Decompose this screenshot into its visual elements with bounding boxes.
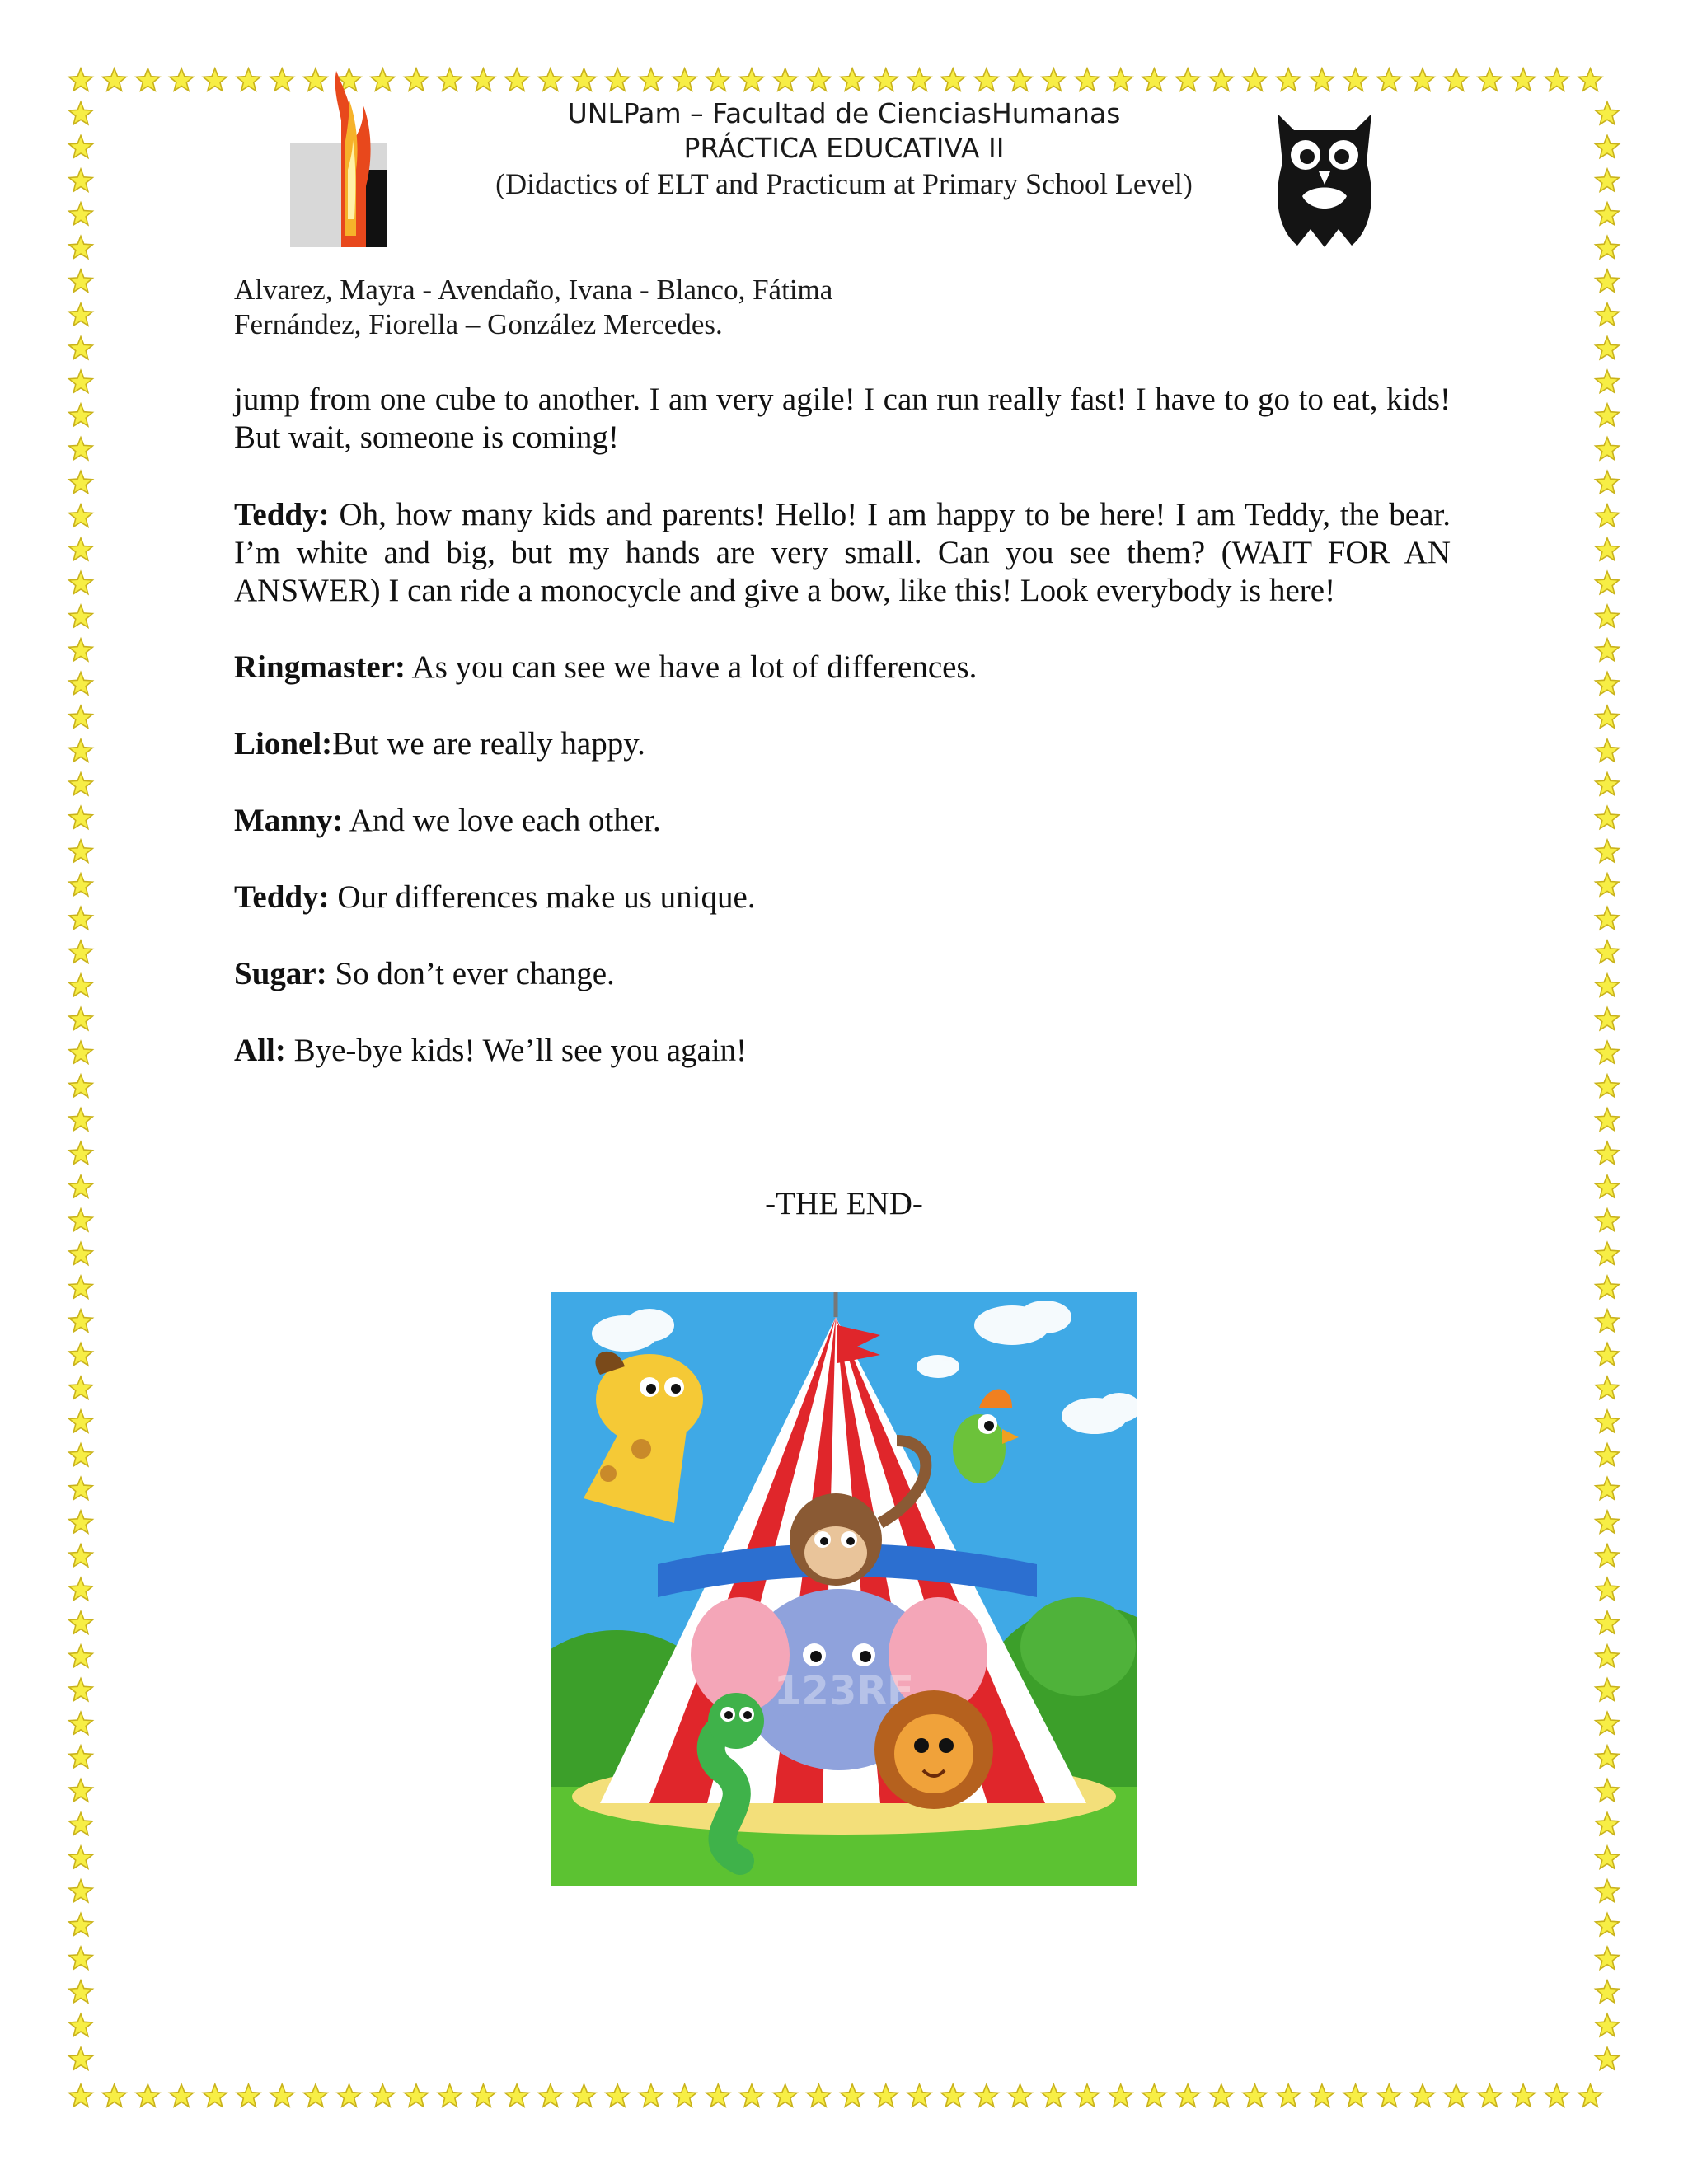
border-star <box>69 2014 93 2036</box>
border-star <box>1596 504 1620 527</box>
speaker-name: Sugar: <box>234 956 327 991</box>
border-star <box>1596 538 1620 560</box>
speaker-name: Ringmaster: <box>234 649 406 685</box>
border-star <box>69 1410 93 1432</box>
border-star <box>69 1645 93 1667</box>
border-star <box>69 1914 93 1936</box>
border-star <box>1596 806 1620 828</box>
border-star <box>69 773 93 795</box>
dialogue-text: And we love each other. <box>343 803 661 838</box>
border-star <box>69 1980 93 2003</box>
border-star <box>539 68 563 91</box>
dialogue-line-ringmaster <box>234 649 1451 687</box>
border-star <box>69 203 93 225</box>
border-star <box>270 2084 294 2107</box>
border-star <box>1596 203 1620 225</box>
border-star <box>69 874 93 896</box>
border-star <box>1596 874 1620 896</box>
border-star <box>1411 2084 1435 2107</box>
border-star <box>1243 68 1267 91</box>
border-star <box>69 806 93 828</box>
border-star <box>539 2084 563 2107</box>
border-star <box>874 2084 898 2107</box>
border-star <box>69 1041 93 1063</box>
border-star <box>841 68 865 91</box>
border-star <box>69 438 93 460</box>
dialogue-line-all <box>234 1032 1451 1070</box>
border-star <box>237 2084 260 2107</box>
border-star <box>975 68 999 91</box>
border-star <box>1596 1779 1620 1802</box>
course-subtitle: (Didactics of ELT and Practicum at Primary School Level) <box>495 167 1193 200</box>
border-star <box>69 1578 93 1601</box>
border-star <box>1596 1376 1620 1399</box>
border-star <box>1596 1846 1620 1868</box>
speaker-name: All: <box>234 1033 286 1068</box>
border-star <box>69 538 93 560</box>
border-star <box>69 504 93 527</box>
border-star <box>1478 2084 1502 2107</box>
border-star <box>69 1846 93 1868</box>
watermark-text: 123RF <box>774 1668 914 1714</box>
border-star <box>438 68 462 91</box>
border-star <box>1343 68 1367 91</box>
dialogue-text: So don’t ever change. <box>326 956 615 991</box>
circus-animals-illustration <box>551 1292 1137 1886</box>
border-star <box>69 370 93 392</box>
dialogue-text: Oh, how many kids and parents! Hello! I am happy to be here! I am Teddy, the bear. I’m white and big, but my hands are very small. Can you see them? (WAIT FOR AN ANSWER) I can ride a monocycle and give a bow, like this! Look everybody is here! <box>234 497 1451 608</box>
border-star <box>1578 2084 1602 2107</box>
border-star <box>975 2084 999 2107</box>
institution-title: UNLPam – Facultad de CienciasHumanas <box>567 97 1121 129</box>
border-star <box>1142 68 1166 91</box>
border-star <box>69 1611 93 1633</box>
intro-paragraph: jump from one cube to another. I am very agile! I can run really fast! I have to go to eat, kids! But wait, someone is coming! <box>234 382 1451 455</box>
border-star <box>69 1343 93 1366</box>
speaker-name: Teddy: <box>234 879 330 915</box>
border-star <box>69 1276 93 1298</box>
border-star <box>1596 1980 1620 2003</box>
border-star <box>405 2084 429 2107</box>
border-star <box>69 68 93 91</box>
border-star <box>1596 673 1620 695</box>
border-star <box>773 2084 797 2107</box>
border-star <box>1596 1243 1620 1265</box>
border-star <box>1008 2084 1032 2107</box>
border-star <box>740 2084 764 2107</box>
border-star <box>1076 2084 1100 2107</box>
border-star <box>907 68 931 91</box>
border-star <box>1076 68 1100 91</box>
border-star <box>1596 1611 1620 1633</box>
dialogue-text: Our differences make us unique. <box>329 879 756 915</box>
border-star <box>1444 68 1468 91</box>
border-star <box>1596 1108 1620 1131</box>
border-star <box>69 974 93 996</box>
border-star <box>69 907 93 930</box>
border-star <box>1377 2084 1401 2107</box>
dialogue-line-lionel <box>234 725 1451 763</box>
border-star <box>640 2084 663 2107</box>
border-star <box>1109 2084 1132 2107</box>
border-star <box>371 2084 395 2107</box>
border-star <box>1596 1914 1620 1936</box>
border-star <box>572 2084 596 2107</box>
dialogue-line-teddy-2 <box>234 879 1451 916</box>
border-star <box>1596 2014 1620 2036</box>
border-star <box>1596 1310 1620 1332</box>
border-star <box>69 269 93 292</box>
border-star <box>1277 2084 1301 2107</box>
border-star <box>405 68 429 91</box>
border-star <box>1596 1880 1620 1902</box>
border-star <box>1008 68 1032 91</box>
border-star <box>773 68 797 91</box>
border-star <box>1596 438 1620 460</box>
border-star <box>69 237 93 259</box>
border-star <box>606 68 630 91</box>
border-star <box>1311 68 1334 91</box>
border-star <box>1512 68 1536 91</box>
border-star <box>69 705 93 728</box>
border-star <box>1596 269 1620 292</box>
border-star <box>1243 2084 1267 2107</box>
border-star <box>1596 1075 1620 1097</box>
border-star <box>69 1444 93 1466</box>
border-star <box>69 1108 93 1131</box>
border-star <box>69 940 93 963</box>
border-star <box>1444 2084 1468 2107</box>
border-star <box>69 1947 93 1969</box>
border-star <box>1596 1645 1620 1667</box>
border-star <box>69 1243 93 1265</box>
border-star <box>706 68 730 91</box>
border-star <box>1596 940 1620 963</box>
border-star <box>1512 2084 1536 2107</box>
border-star <box>170 2084 194 2107</box>
border-star <box>941 68 965 91</box>
border-star <box>69 1477 93 1499</box>
border-star <box>69 2047 93 2069</box>
the-end-label: -THE END- <box>765 1186 923 1221</box>
border-star <box>1596 1544 1620 1567</box>
border-star <box>1596 1947 1620 1969</box>
border-star <box>1596 1008 1620 1030</box>
border-star <box>170 68 194 91</box>
border-star <box>1596 1511 1620 1533</box>
border-star <box>136 68 160 91</box>
border-star <box>1596 572 1620 594</box>
border-star <box>740 68 764 91</box>
border-star <box>572 68 596 91</box>
border-star <box>69 1008 93 1030</box>
border-star <box>69 1779 93 1802</box>
border-star <box>1596 303 1620 326</box>
border-star <box>1596 337 1620 359</box>
border-star <box>1596 1812 1620 1835</box>
border-star <box>1210 68 1234 91</box>
border-star <box>1596 1410 1620 1432</box>
border-star <box>471 2084 495 2107</box>
border-star <box>1596 1041 1620 1063</box>
border-star <box>673 68 696 91</box>
border-star <box>1596 705 1620 728</box>
course-title: PRÁCTICA EDUCATIVA II <box>683 132 1005 164</box>
border-star <box>874 68 898 91</box>
border-star <box>1596 773 1620 795</box>
border-star <box>304 2084 328 2107</box>
border-star <box>69 605 93 627</box>
border-star <box>69 471 93 493</box>
speaker-name: Teddy: <box>234 497 330 532</box>
border-star <box>1343 2084 1367 2107</box>
border-star <box>1042 68 1066 91</box>
border-star <box>69 639 93 661</box>
border-star <box>136 2084 160 2107</box>
border-star <box>907 2084 931 2107</box>
border-star <box>1596 840 1620 862</box>
border-star <box>1596 605 1620 627</box>
border-star <box>640 68 663 91</box>
border-star <box>1596 639 1620 661</box>
border-star <box>69 840 93 862</box>
border-star <box>102 2084 126 2107</box>
border-star <box>807 2084 831 2107</box>
border-star <box>1596 370 1620 392</box>
border-star <box>1042 2084 1066 2107</box>
authors-line-2: Fernández, Fiorella – González Mercedes. <box>234 308 723 340</box>
border-star <box>1596 471 1620 493</box>
border-star <box>1596 907 1620 930</box>
border-star <box>1596 1746 1620 1768</box>
border-star <box>1411 68 1435 91</box>
border-star <box>337 2084 361 2107</box>
dialogue-line-sugar <box>234 955 1451 993</box>
border-star <box>941 2084 965 2107</box>
border-star <box>69 572 93 594</box>
border-star <box>69 673 93 695</box>
border-star <box>673 2084 696 2107</box>
border-star <box>1478 68 1502 91</box>
border-star <box>1596 1343 1620 1366</box>
border-star <box>1109 68 1132 91</box>
dialogue-text: Bye-bye kids! We’ll see you again! <box>285 1033 748 1068</box>
border-star <box>1142 2084 1166 2107</box>
border-star <box>69 1880 93 1902</box>
border-star <box>69 1075 93 1097</box>
border-star <box>807 68 831 91</box>
border-star <box>505 2084 529 2107</box>
border-star <box>69 2084 93 2107</box>
border-star <box>1596 1578 1620 1601</box>
border-star <box>69 337 93 359</box>
border-star <box>69 1544 93 1567</box>
border-star <box>69 739 93 762</box>
border-star <box>69 1376 93 1399</box>
border-star <box>69 1141 93 1164</box>
border-star <box>1596 1679 1620 1701</box>
border-star <box>69 1310 93 1332</box>
border-star <box>1377 68 1401 91</box>
border-star <box>69 1712 93 1734</box>
dialogue-line-teddy <box>234 496 1451 610</box>
border-star <box>1311 2084 1334 2107</box>
border-star <box>606 2084 630 2107</box>
border-star <box>69 1511 93 1533</box>
border-star <box>1596 2047 1620 2069</box>
border-star <box>69 1812 93 1835</box>
border-star <box>1596 1141 1620 1164</box>
border-star <box>204 68 227 91</box>
border-star <box>1596 739 1620 762</box>
border-star <box>1596 404 1620 426</box>
border-star <box>1596 237 1620 259</box>
dialogue-line-manny <box>234 802 1451 840</box>
border-star <box>1210 2084 1234 2107</box>
border-star <box>1596 1477 1620 1499</box>
border-star <box>69 404 93 426</box>
border-star <box>505 68 529 91</box>
border-star <box>69 1746 93 1768</box>
speaker-name: Manny: <box>234 803 344 838</box>
border-star <box>1578 68 1602 91</box>
border-star <box>1545 2084 1569 2107</box>
border-star <box>69 1679 93 1701</box>
border-star <box>1596 1276 1620 1298</box>
speaker-name: Lionel: <box>234 726 333 762</box>
border-star <box>841 2084 865 2107</box>
border-star <box>1176 68 1200 91</box>
border-star <box>1596 1712 1620 1734</box>
border-star <box>1596 1444 1620 1466</box>
border-star <box>706 2084 730 2107</box>
border-star <box>1277 68 1301 91</box>
border-star <box>1596 974 1620 996</box>
border-star <box>1176 2084 1200 2107</box>
border-star <box>69 303 93 326</box>
border-star <box>237 68 260 91</box>
border-star <box>471 68 495 91</box>
dialogue-text: But we are really happy. <box>332 726 645 762</box>
border-star <box>1545 68 1569 91</box>
authors-line-1: Alvarez, Mayra - Avendaño, Ivana - Blanco, Fátima <box>234 274 833 306</box>
border-star <box>438 2084 462 2107</box>
border-star <box>204 2084 227 2107</box>
dialogue-text: As you can see we have a lot of differences. <box>405 649 978 685</box>
border-star <box>102 68 126 91</box>
